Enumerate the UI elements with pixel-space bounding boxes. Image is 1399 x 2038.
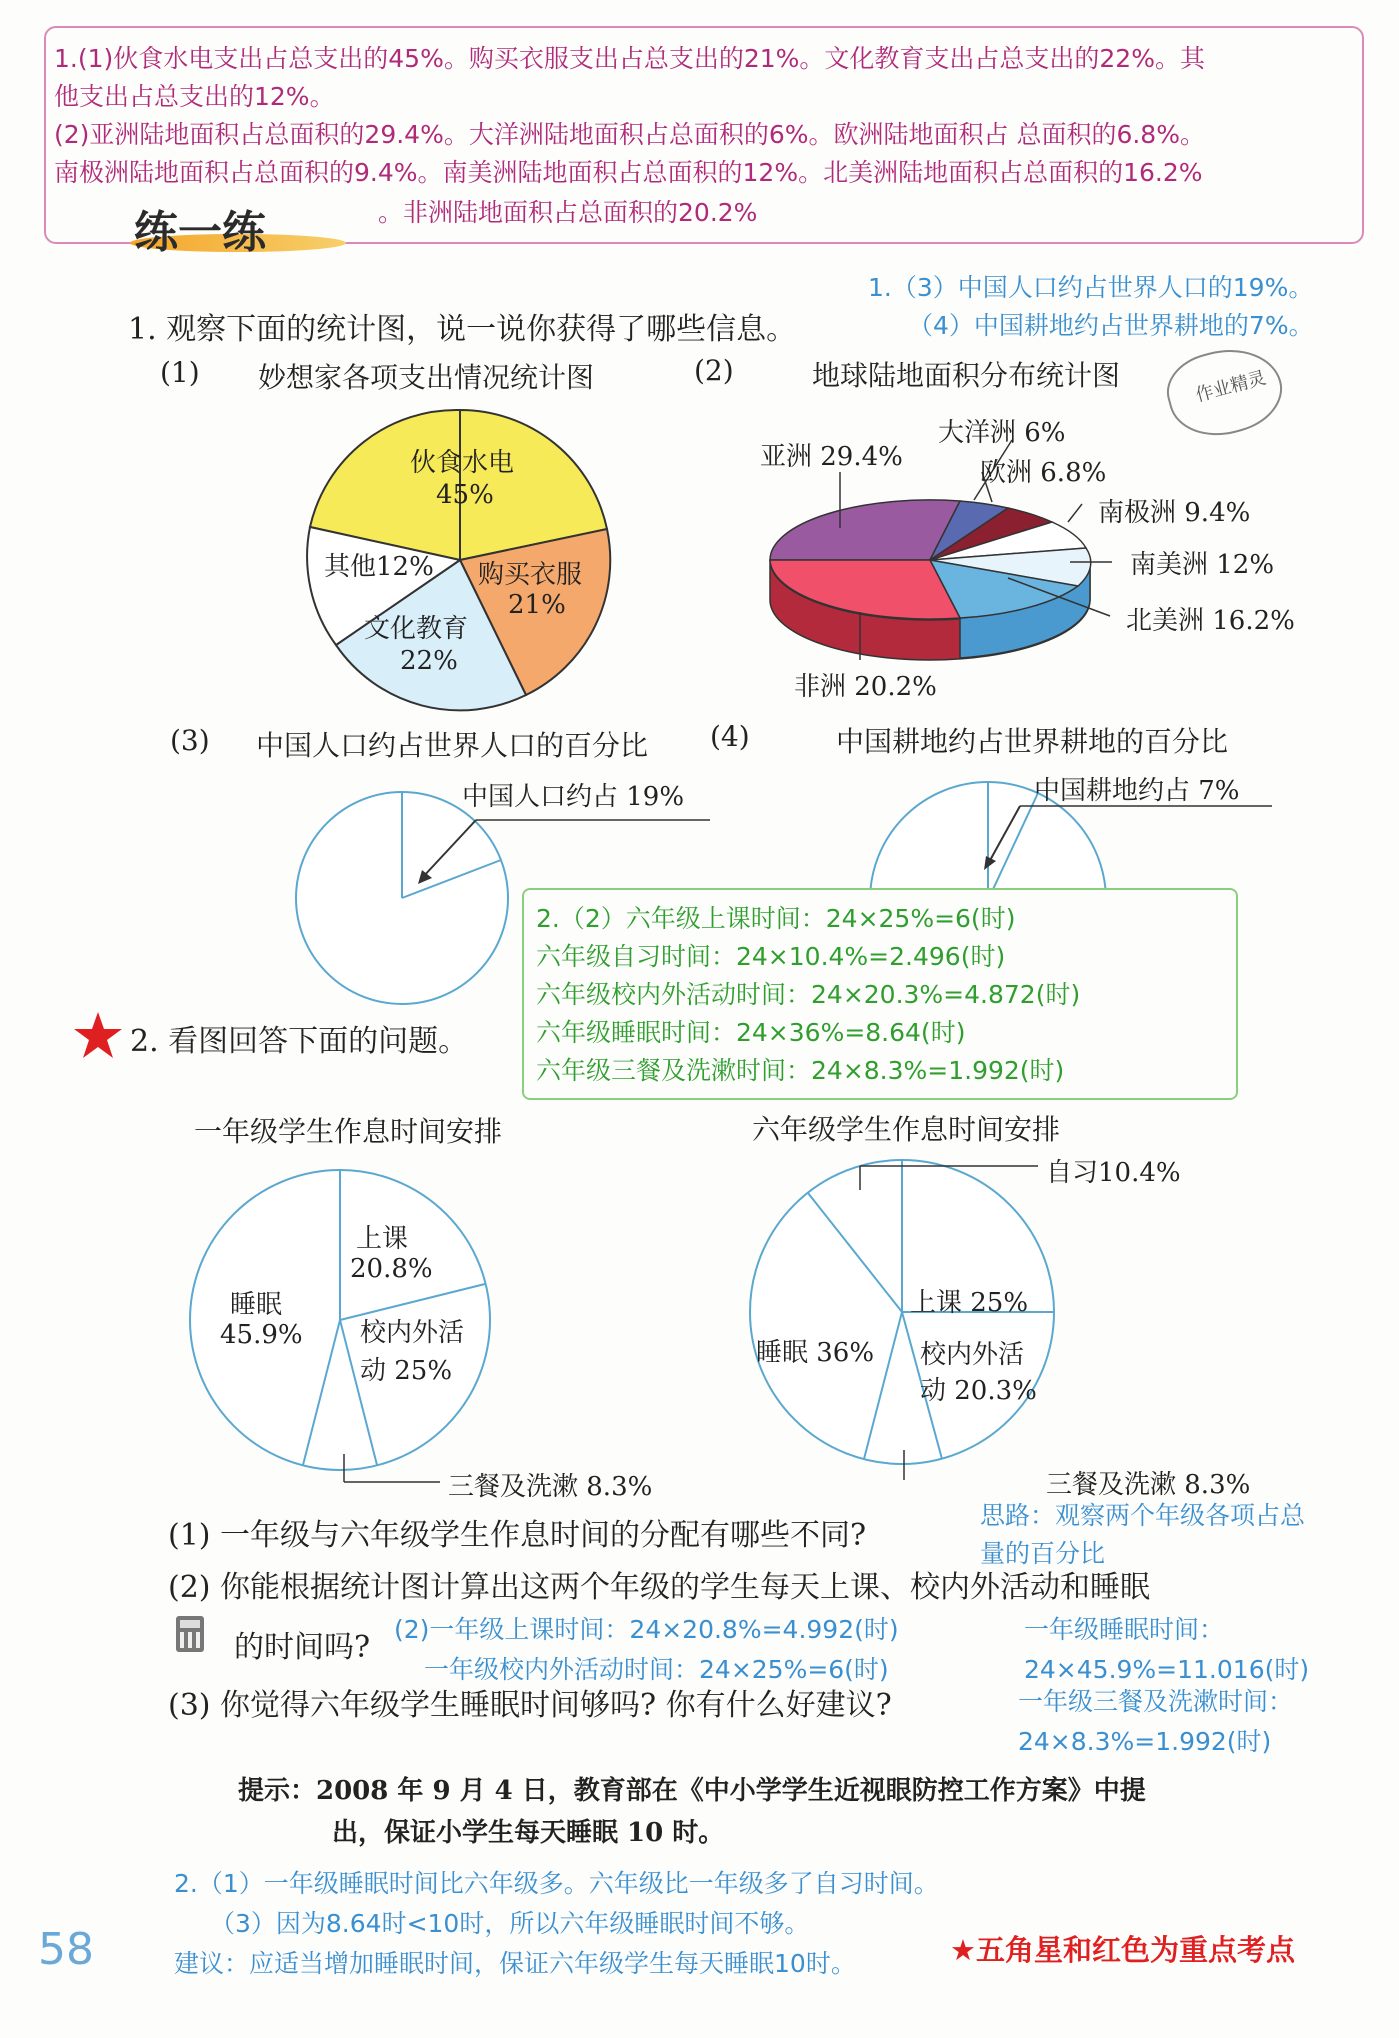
chart1-label-clothes-pct: 21% (508, 590, 566, 620)
chart1-label-clothes: 购买衣服 (478, 560, 583, 590)
chart5-label-meal: 三餐及洗漱 8.3% (448, 1472, 653, 1502)
chart4-label: 中国耕地约占 7% (1034, 776, 1240, 806)
green-answer-line: 六年级睡眠时间：24×36%=8.64(时) (536, 1018, 966, 1047)
key-note: ★五角星和红色为重点考点 (950, 1933, 1295, 1967)
page-number: 58 (38, 1924, 94, 1975)
chart4-title: 中国耕地约占世界耕地的百分比 (836, 725, 1229, 758)
chart2-num: (2) (694, 354, 734, 387)
sub-question-3: (3) 你觉得六年级学生睡眠时间够吗? 你有什么好建议? (168, 1688, 892, 1723)
question-2: 2. 看图回答下面的问题。 (130, 1024, 469, 1059)
chart2-label-africa: 非洲 20.2% (794, 672, 937, 702)
chart2-title: 地球陆地面积分布统计图 (812, 359, 1121, 392)
sub-question-1: (1) 一年级与六年级学生作息时间的分配有哪些不同? (168, 1518, 867, 1553)
answer-line: (2)亚洲陆地面积占总面积的29.4%。大洋洲陆地面积占总面积的6%。欧洲陆地面积占 总面积的6.8%。 (54, 120, 1205, 149)
answer-line: 24×45.9%=11.016(时) (1024, 1655, 1310, 1684)
chart6-label-sleep: 睡眠 36% (756, 1338, 875, 1368)
chart2-label-asia: 亚洲 29.4% (760, 442, 903, 472)
chart6-label-class: 上课 25% (910, 1288, 1029, 1318)
answer-line: 一年级校内外活动时间：24×25%=6(时) (424, 1655, 889, 1684)
answer-line: 南极洲陆地面积占总面积的9.4%。南美洲陆地面积占总面积的12%。北美洲陆地面积占总面积的16.2% (54, 158, 1203, 187)
answer-line: 一年级三餐及洗漱时间： (1018, 1687, 1294, 1716)
hint-line: 思路：观察两个年级各项占总 (980, 1501, 1306, 1530)
chart6-pie (740, 1140, 1330, 1480)
chart1-label-food: 伙食水电 (410, 448, 515, 478)
chart4-num: (4) (710, 720, 750, 753)
calculator-icon (176, 1616, 204, 1652)
answer-line: 他支出占总支出的12%。 (54, 82, 335, 111)
chart6-label-activity: 校内外活 (920, 1340, 1025, 1370)
chart5-label-class: 上课 (356, 1224, 409, 1254)
answer-line: 1.(1)伙食水电支出占总支出的45%。购买衣服支出占总支出的21%。文化教育支出占总支出的22%。其 (54, 44, 1205, 73)
chart1-num: (1) (160, 356, 200, 389)
green-answer-line: 六年级校内外活动时间：24×20.3%=4.872(时) (536, 980, 1081, 1009)
hint-line: 量的百分比 (980, 1539, 1106, 1568)
chart6-label-activity-pct: 动 20.3% (920, 1376, 1037, 1406)
stamp-seal: 作业精灵 (1159, 337, 1291, 448)
chart1-label-edu: 文化教育 (364, 614, 469, 644)
chart5-label-sleep-pct: 45.9% (220, 1320, 303, 1350)
answer-line: 建议：应适当增加睡眠时间，保证六年级学生每天睡眠10时。 (174, 1949, 856, 1978)
answer-line: 2.（1）一年级睡眠时间比六年级多。六年级比一年级多了自习时间。 (174, 1869, 939, 1898)
chart5-label-class-pct: 20.8% (350, 1254, 433, 1284)
chart5-label-activity: 校内外活 (360, 1318, 465, 1348)
chart6-title: 六年级学生作息时间安排 (752, 1113, 1061, 1146)
answer-line: 。非洲陆地面积占总面积的20.2% (378, 198, 758, 227)
answer-line: 24×8.3%=1.992(时) (1018, 1727, 1272, 1756)
chart5-label-sleep: 睡眠 (230, 1290, 283, 1320)
chart1-label-other: 其他12% (324, 552, 434, 582)
green-answer-line: 六年级三餐及洗漱时间：24×8.3%=1.992(时) (536, 1056, 1065, 1085)
tip-line: 出，保证小学生每天睡眠 10 时。 (332, 1818, 725, 1848)
chart2-label-n-america: 北美洲 16.2% (1126, 606, 1295, 636)
chart1-label-edu-pct: 22% (400, 646, 458, 676)
answer-line: (2)一年级上课时间：24×20.8%=4.992(时) (394, 1615, 899, 1644)
section-title: 练一练 (130, 196, 346, 258)
answer-line: （3）因为8.64时<10时，所以六年级睡眠时间不够。 (210, 1909, 810, 1938)
chart5-label-activity-pct: 动 25% (360, 1356, 453, 1386)
chart6-label-meal: 三餐及洗漱 8.3% (1046, 1470, 1251, 1500)
chart2-label-s-america: 南美洲 12% (1130, 550, 1275, 580)
chart1-label-food-pct: 45% (436, 480, 494, 510)
chart3-num: (3) (170, 724, 210, 757)
chart3-title: 中国人口约占世界人口的百分比 (256, 729, 649, 762)
chart2-label-europe: 欧洲 6.8% (980, 458, 1107, 488)
sub-question-2: (2) 你能根据统计图计算出这两个年级的学生每天上课、校内外活动和睡眠 (168, 1570, 1151, 1605)
chart2-label-antarctica: 南极洲 9.4% (1098, 498, 1251, 528)
green-answer-line: 2.（2）六年级上课时间：24×25%=6(时) (536, 904, 1016, 933)
answer-1-4: （4）中国耕地约占世界耕地的7%。 (908, 311, 1314, 340)
chart3-label: 中国人口约占 19% (462, 782, 685, 812)
tip-line: 提示：2008 年 9 月 4 日，教育部在《中小学学生近视眼防控工作方案》中提 (238, 1776, 1146, 1806)
answer-1-3: 1.（3）中国人口约占世界人口的19%。 (868, 273, 1314, 302)
sub-question-2-cont: 的时间吗? (234, 1630, 371, 1665)
chart6-label-study: 自习10.4% (1046, 1158, 1181, 1188)
green-answer-line: 六年级自习时间：24×10.4%=2.496(时) (536, 942, 1006, 971)
question-1: 1. 观察下面的统计图，说一说你获得了哪些信息。 (128, 312, 797, 347)
chart2-label-oceania: 大洋洲 6% (938, 418, 1066, 448)
chart5-title: 一年级学生作息时间安排 (194, 1115, 503, 1148)
chart1-title: 妙想家各项支出情况统计图 (258, 361, 595, 394)
answer-line: 一年级睡眠时间： (1024, 1615, 1225, 1644)
red-star-icon (72, 1010, 124, 1060)
